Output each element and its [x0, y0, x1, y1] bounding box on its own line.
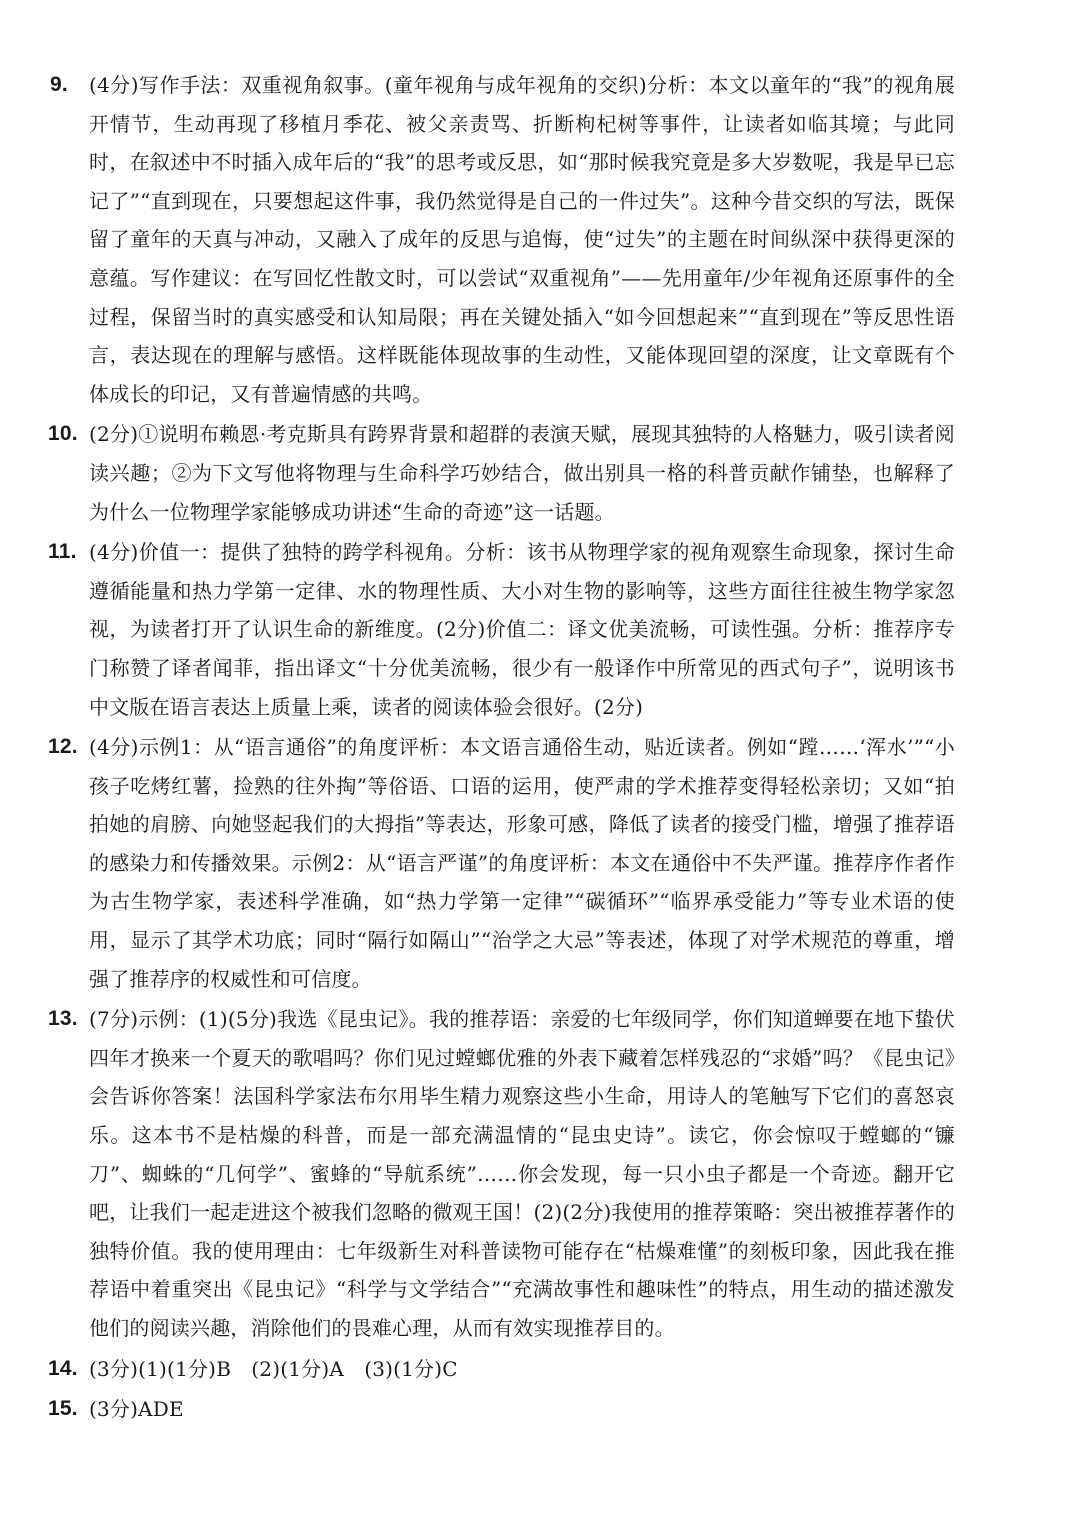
- answer-item-10: [50, 415, 955, 531]
- question-number: 14.: [48, 1356, 78, 1380]
- answer-key-page: [50, 66, 955, 1431]
- answer-item-12: [50, 728, 955, 998]
- answer-item-11: [50, 533, 955, 726]
- question-number: 9.: [50, 73, 68, 96]
- answer-text: (4分)写作手法：双重视角叙事。(童年视角与成年视角的交织)分析：本文以童年的“我”的视角展开情节，生动再现了移植月季花、被父亲责骂、折断枸杞树等事件，让读者如临其境；与此同时，在叙述中不时插入成年后的“我”的思考或反思，如“那时候我究竟是多大岁数呢，我是早已忘记了”“直到现在，只要想起这件事，我仍然觉得是自己的一件过失”。这种今昔交织的写法，既保留了童年的天真与冲动，又融入了成年的反思与追悔，使“过失”的主题在时间纵深中获得更深的意蕴。写作建议：在写回忆性散文时，可以尝试“双重视角”——先用童年/少年视角还原事件的全过程，保留当时的真实感受和认知局限；再在关键处插入“如今回想起来”“直到现在”等反思性语言，表达现在的理解与感悟。这样既能体现故事的生动性，又能体现回望的深度，让文章既有个体成长的印记，又有普遍情感的共鸣。: [89, 73, 955, 406]
- answer-item-9: [50, 66, 955, 413]
- question-number: 13.: [48, 1007, 78, 1031]
- answer-text: (3分)ADE: [89, 1397, 184, 1422]
- answer-item-15: [50, 1390, 955, 1429]
- answer-text: (2分)①说明布赖恩·考克斯具有跨界背景和超群的表演天赋，展现其独特的人格魅力，吸引读者阅读兴趣；②为下文写他将物理与生命科学巧妙结合，做出别具一格的科普贡献作铺垫，也解释了为什么一位物理学家能够成功讲述“生命的奇迹”这一话题。: [89, 422, 955, 524]
- answer-text: (3分)(1)(1分)B (2)(1分)A (3)(1分)C: [89, 1356, 458, 1381]
- answer-text: (7分)示例：(1)(5分)我选《昆虫记》。我的推荐语：亲爱的七年级同学，你们知道蝉要在地下蛰伏四年才换来一个夏天的歌唱吗？你们见过螳螂优雅的外表下藏着怎样残忍的“求婚”吗？《昆虫记》会告诉你答案！法国科学家法布尔用毕生精力观察这些小生命，用诗人的笔触写下它们的喜怒哀乐。这本书不是枯燥的科普，而是一部充满温情的“昆虫史诗”。读它，你会惊叹于螳螂的“镰刀”、蜘蛛的“几何学”、蜜蜂的“导航系统”……你会发现，每一只小虫子都是一个奇迹。翻开它吧，让我们一起走进这个被我们忽略的微观王国！(2)(2分)我使用的推荐策略：突出被推荐著作的独特价值。我的使用理由：七年级新生对科普读物可能存在“枯燥难懂”的刻板印象，因此我在推荐语中着重突出《昆虫记》“科学与文学结合”“充满故事性和趣味性”的特点，用生动的描述激发他们的阅读兴趣，消除他们的畏难心理，从而有效实现推荐目的。: [89, 1007, 955, 1340]
- answer-item-14: [50, 1350, 955, 1389]
- question-number: 11.: [48, 540, 77, 564]
- question-number: 10.: [48, 422, 78, 446]
- question-number: 15.: [48, 1397, 78, 1421]
- question-number: 12.: [48, 735, 78, 759]
- answer-text: (4分)价值一：提供了独特的跨学科视角。分析：该书从物理学家的视角观察生命现象，探讨生命遵循能量和热力学第一定律、水的物理性质、大小对生物的影响等，这些方面往往被生物学家忽视，为读者打开了认识生命的新维度。(2分)价值二：译文优美流畅，可读性强。分析：推荐序专门称赞了译者闻菲，指出译文“十分优美流畅，很少有一般译作中所常见的西式句子”，说明该书中文版在语言表达上质量上乘，读者的阅读体验会很好。(2分): [89, 540, 955, 719]
- answer-item-13: [50, 1000, 955, 1347]
- answer-text: (4分)示例1：从“语言通俗”的角度评析：本文语言通俗生动，贴近读者。例如“蹚……‘浑水’”“小孩子吃烤红薯，捡熟的往外掏”等俗语、口语的运用，使严肃的学术推荐变得轻松亲切；又如“拍拍她的肩膀、向她竖起我们的大拇指”等表达，形象可感，降低了读者的接受门槛，增强了推荐语的感染力和传播效果。示例2：从“语言严谨”的角度评析：本文在通俗中不失严谨。推荐序作者作为古生物学家，表述科学准确，如“热力学第一定律”“碳循环”“临界承受能力”等专业术语的使用，显示了其学术功底；同时“隔行如隔山”“治学之大忌”等表述，体现了对学术规范的尊重，增强了推荐序的权威性和可信度。: [89, 735, 955, 991]
